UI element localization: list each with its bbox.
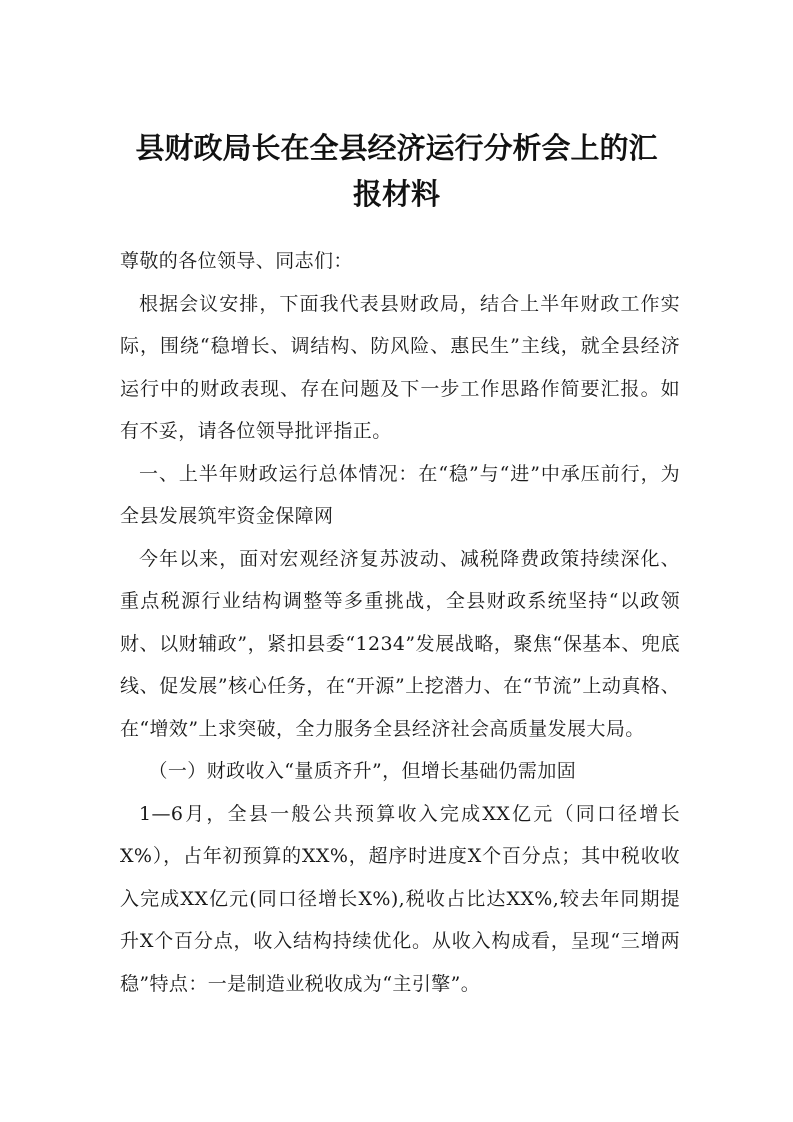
document-title-line-2: 报材料 bbox=[352, 177, 440, 211]
subsection-1-paragraph: 1—6月，全县一般公共预算收入完成XX亿元（同口径增长X%），占年初预算的XX%，超序时进度X个百分点；其中税收收入完成XX亿元(同口径增长X%),税收占比达XX%,较去年同期提升X个百分点，收入结构持续优化。从收入构成看，呈现“三增两稳”特点：一是制造业税收成为“主引擎”。 bbox=[120, 802, 680, 995]
document-title-line-1: 县财政局长在全县经济运行分析会上的汇 bbox=[135, 131, 658, 165]
subsection-heading-1: （一）财政收入“量质齐升”，但增长基础仍需加固 bbox=[148, 760, 577, 782]
section-1-paragraph: 今年以来，面对宏观经济复苏波动、减税降费政策持续深化、重点税源行业结构调整等多重挑战，全县财政系统坚持“以政领财、以财辅政”，紧扣县委“1234”发展战略，聚焦“保基本、兜底线、促发展”核心任务，在“开源”上挖潜力、在“节流”上动真格、在“增效”上求突破，全力服务全县经济社会高质量发展大局。 bbox=[120, 547, 680, 740]
salutation: 尊敬的各位领导、同志们： bbox=[120, 250, 353, 272]
document-body bbox=[120, 240, 680, 1005]
intro-paragraph: 根据会议安排，下面我代表县财政局，结合上半年财政工作实际，围绕“稳增长、调结构、防风险、惠民生”主线，就全县经济运行中的财政表现、存在问题及下一步工作思路作简要汇报。如有不妥，请各位领导批评指正。 bbox=[120, 292, 680, 442]
section-heading-1: 一、上半年财政运行总体情况：在“稳”与“进”中承压前行，为全县发展筑牢资金保障网 bbox=[120, 462, 680, 527]
